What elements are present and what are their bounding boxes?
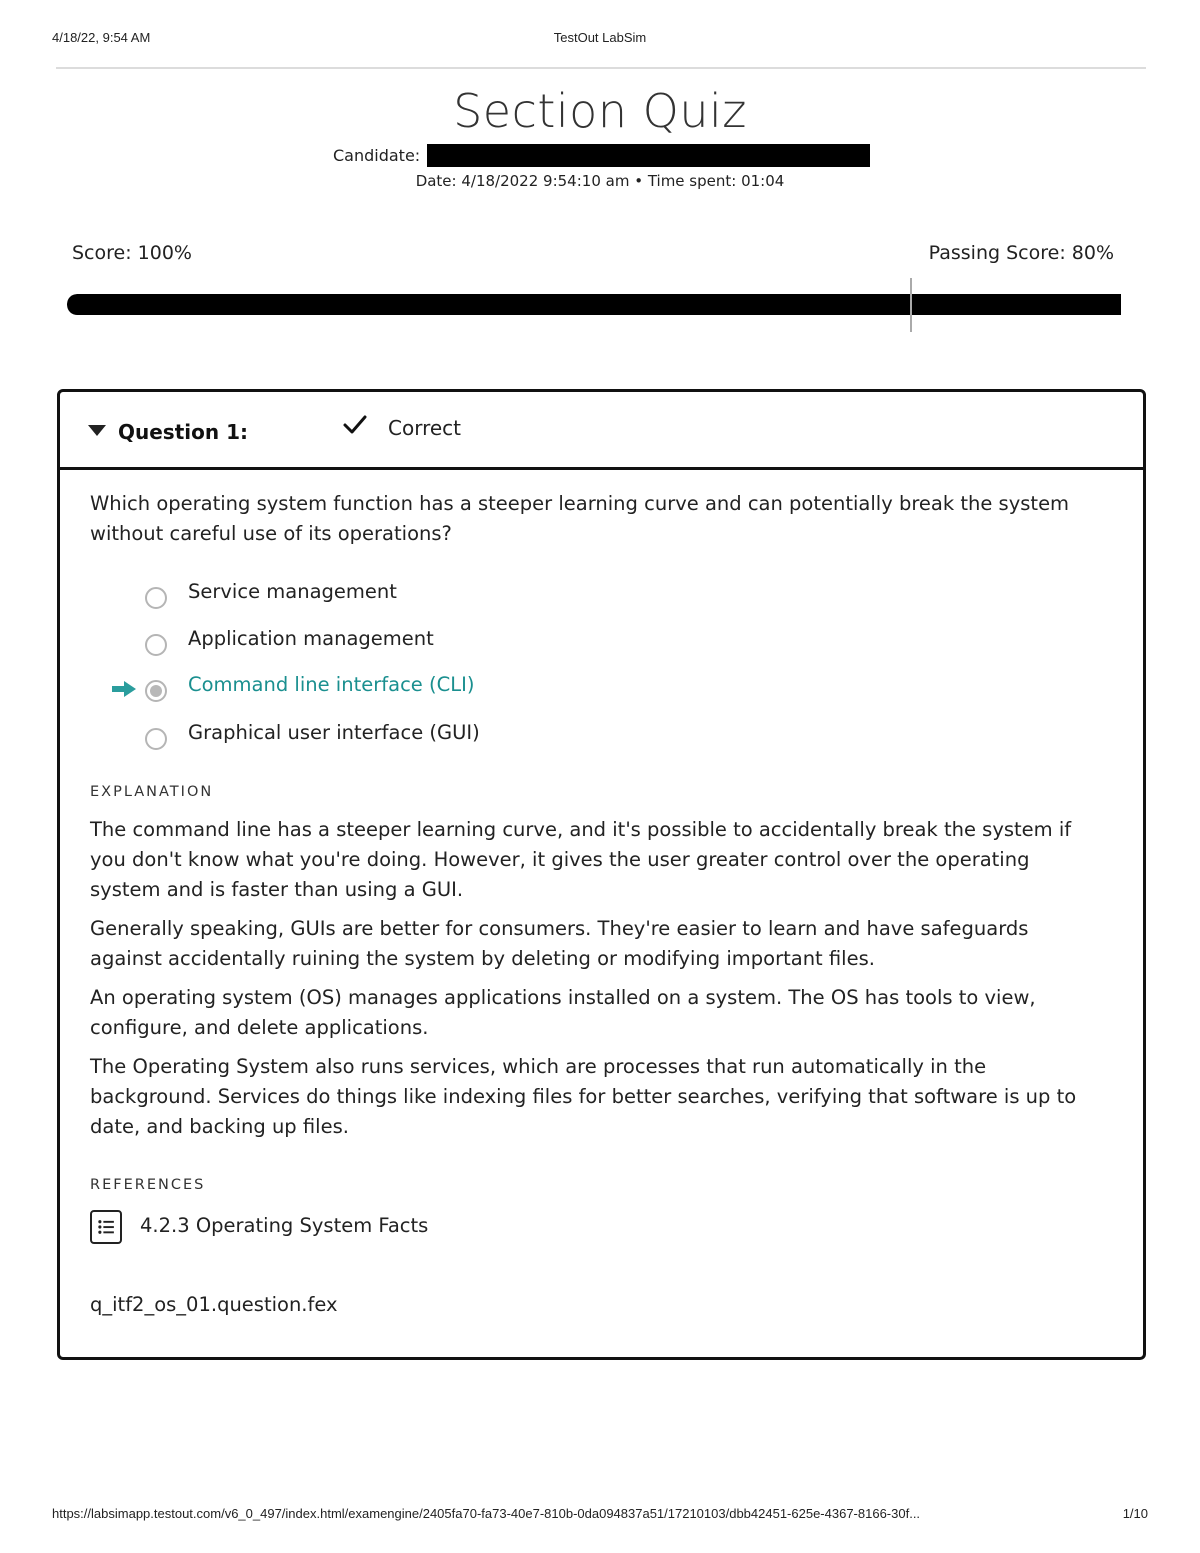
passing-score-marker [910,278,912,332]
candidate-label: Candidate: [333,146,421,165]
answer-option-label: Command line interface (CLI) [188,673,475,696]
explanation-heading: EXPLANATION [90,784,214,800]
answer-option-selected [60,673,960,716]
radio-button [145,634,167,656]
list-icon [90,1210,122,1244]
answer-option-label: Application management [188,627,434,650]
question-file-id: q_itf2_os_01.question.fex [90,1293,338,1316]
checkmark-icon [342,412,368,438]
question-header[interactable] [60,392,1143,470]
explanation-paragraph: An operating system (OS) manages applications installed on a system. The OS has tools to view, configure, and delete applications. [90,986,1036,1039]
question-number: Question 1: [118,420,248,444]
answer-option-label: Service management [188,580,397,603]
date-time-line: Date: 4/18/2022 9:54:10 am • Time spent: 01:04 [415,172,785,190]
answer-option [60,721,960,764]
explanation-paragraph: Generally speaking, GUIs are better for consumers. They're easier to learn and have safeguards against accidentally ruining the system by deleting or modifying important files. [90,917,1029,970]
explanation-paragraph: The Operating System also runs services, which are processes that run automatically in the background. Services do things like indexing files for better searches, verifying that software is up to date, and backing up files. [90,1055,1077,1138]
page-title: Section Quiz [453,84,747,138]
explanation-body [90,815,1100,1151]
arrow-right-icon [110,679,138,699]
print-page-number: 1/10 [1122,1506,1148,1521]
explanation-paragraph: The command line has a steeper learning curve, and it's possible to accidentally break the system if you don't know what you're doing. However, it gives the user greater control over the operating system and is faster than using a GUI. [90,818,1072,901]
reference-link[interactable]: 4.2.3 Operating System Facts [140,1214,429,1237]
score-label: Score: 100% [72,242,192,264]
print-page-title: TestOut LabSim [553,30,647,45]
question-card [57,389,1146,1360]
print-url: https://labsimapp.testout.com/v6_0_497/index.html/examengine/2405fa70-fa73-40e7-810b-0da094837a51/17210103/dbb42451-625e-4367-8166-30f... [52,1506,921,1521]
radio-button-selected [145,680,167,702]
answer-option-label: Graphical user interface (GUI) [188,721,480,744]
score-bar-fill [67,294,1121,315]
radio-button [145,587,167,609]
question-text: Which operating system function has a steeper learning curve and can potentially break the system without careful use of its operations? [90,492,1070,545]
score-bar [67,294,1121,315]
print-footer [52,1506,1148,1526]
question-status: Correct [388,416,461,440]
caret-down-icon[interactable] [88,425,106,436]
answer-option [60,627,960,670]
references-heading: REFERENCES [90,1177,206,1193]
candidate-name-redacted [427,144,870,167]
answer-option [60,580,960,623]
header-divider [56,67,1146,69]
radio-button [145,728,167,750]
passing-score-label: Passing Score: 80% [928,242,1114,264]
print-header [52,30,1148,50]
print-timestamp: 4/18/22, 9:54 AM [52,30,151,45]
